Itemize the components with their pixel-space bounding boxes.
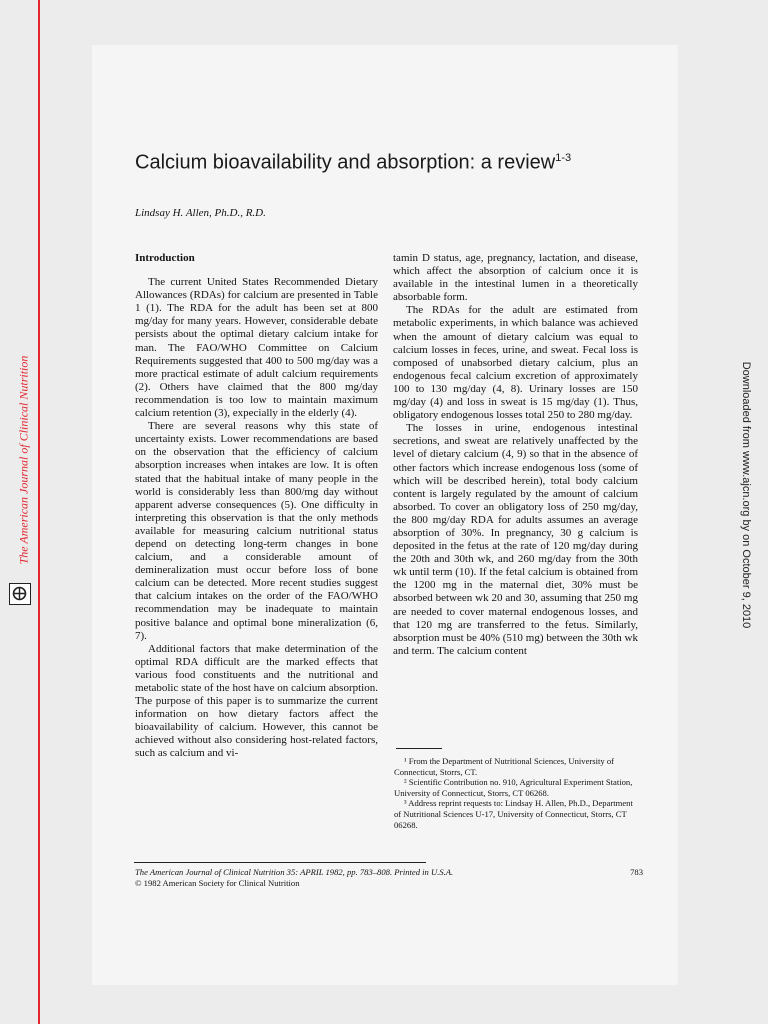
author-line: Lindsay H. Allen, Ph.D., R.D. [135,207,266,219]
footnotes [394,756,640,830]
journal-name-vertical [17,335,31,585]
footer-divider [134,862,426,863]
page-number: 783 [630,867,643,877]
footnote-divider [396,748,442,749]
download-notice [738,361,754,629]
title-superscript: 1-3 [555,152,572,164]
journal-name-text: The American Journal of Clinical Nutrition [16,355,31,565]
left-margin-rule [38,0,40,1024]
journal-logo-icon [9,583,31,605]
paragraph: tamin D status, age, pregnancy, lactation, and disease, which affect the absorption of calcium once it is available in the intestinal lumen in a theoretically absorbable form. [393,252,638,304]
paragraph: There are several reasons why this state of uncertainty exists. Lower recommendations are based on the observation that the efficiency of calcium absorption increases when intakes are low. It is often stated that the habitual intake of many people in the world is considerably less than 800/mg day without apparent adverse consequences (5). One difficulty in interpreting this observation is that the only methods available for measuring calcium nutritional status depend on detecting long-term changes in bone calcium, and a considerable amount of demineralization must occur before loss of bone calcium can be detected. More recent studies suggest that calcium intakes on the order of the FAO/WHO recommendation may be inadequate to maintain positive balance and optimal bone mineralization (6, 7). [135,420,378,642]
paragraph: Additional factors that make determination of the optimal RDA difficult are the marked effects that various food constituents and the nutritional and metabolic state of the host have on calcium absorption. The purpose of this paper is to summarize the current information on how dietary factors affect the bioavailability of calcium. However, this cannot be achieved without also considering host-related factors, such as calcium and vi- [135,642,378,760]
column-left [135,252,378,761]
column-right [393,252,638,658]
article-title [135,146,615,176]
footnote: ¹ From the Department of Nutritional Sciences, University of Connecticut, Storrs, CT. [394,756,614,777]
paragraph: The current United States Recommended Dietary Allowances (RDAs) for calcium are presented in Table 1 (1). The RDA for the adult has been set at 800 mg/day for many years. However, considerable debate persists about the optimal dietary calcium intake for man. The FAO/WHO Committee on Calcium Requirements suggested that 400 to 500 mg/day was a more practical estimate of adult calcium requirements (2). Others have claimed that the 800 mg/day recommendation is too low to maintain maximum calcium retention (3), expecially in the elderly (4). [135,276,378,420]
footnote: ² Scientific Contribution no. 910, Agricultural Experiment Station, University of Connecticut, Storrs, CT 06268. [394,777,633,798]
footnote: ³ Address reprint requests to: Lindsay H. Allen, Ph.D., Department of Nutritional Sciences U-17, University of Connecticut, Storrs, CT 06268. [394,798,633,830]
section-heading: Introduction [135,252,195,264]
copyright-line: © 1982 American Society for Clinical Nutrition [135,878,300,888]
page-footer [135,867,643,889]
paragraph: The losses in urine, endogenous intestinal secretions, and sweat are relatively unaffected by the level of dietary calcium (4, 9) so that in the absence of other factors which increase endogenous loss (some of which will be described herein), total body calcium content is largely regulated by the amount of calcium absorbed. To cover an obligatory loss of 250 mg/day, the 800 mg/day RDA for adults assumes an average absorption of 30%. In pregnancy, 30 g calcium is deposited in the fetus at the rate of 120 mg/day during the 20th and 30th wk, and 260 mg/day from the 30th wk until term (10). If the fetal calcium is obtained from the 1200 mg in the maternal diet, 30% must be absorbed between wk 20 and 30, assuming that 250 mg are needed to cover maternal endogenous losses, and that 120 mg are transferred to the fetus. Similarly, absorption must be 40% (510 mg) between the 30th wk and term. The calcium content [393,422,638,657]
title-text: Calcium bioavailability and absorption: a review [135,151,556,174]
citation-line: The American Journal of Clinical Nutrition 35: APRIL 1982, pp. 783–808. Printed in U.S.A. [135,867,454,877]
logo-glyph-icon [10,584,29,603]
paragraph: The RDAs for the adult are estimated from metabolic experiments, in which balance was achieved when the amount of dietary calcium was equal to calcium losses in feces, urine, and sweat. Fecal loss is composed of unabsorbed dietary calcium, plus an endogenous fecal calcium excretion of approximately 100 to 130 mg/day (4, 8). Urinary losses are 150 mg/day (4) and loss in sweat is 15 mg/day (1). Thus, obligatory endogenous losses total 250 to 280 mg/day. [393,304,638,422]
download-notice-text: Downloaded from www.ajcn.org by on October 9, 2010 [740,361,752,629]
